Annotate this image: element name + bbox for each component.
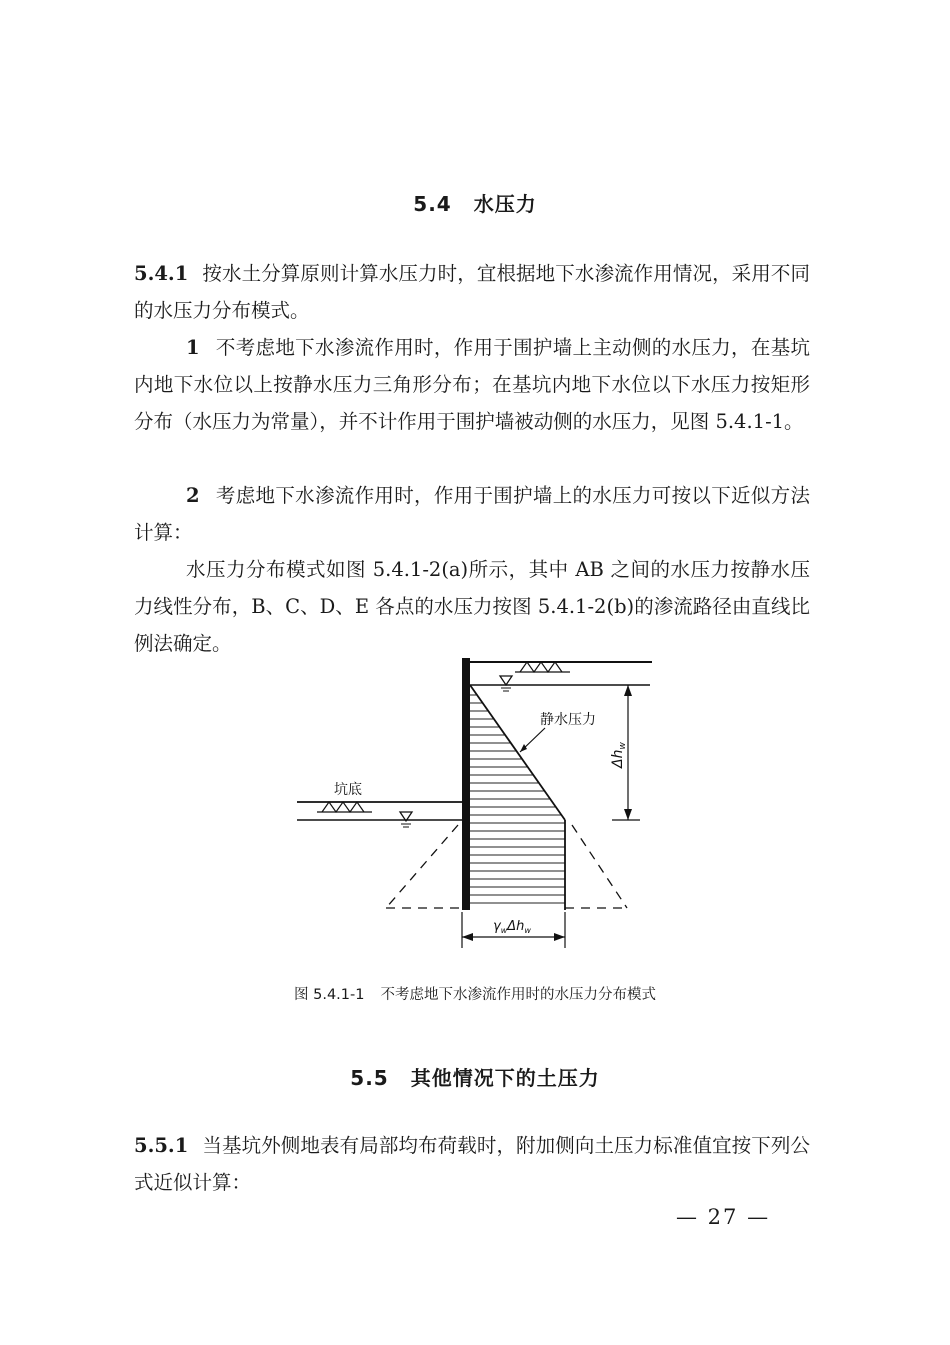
figure-caption <box>0 983 950 1004</box>
section-title: 其他情况下的土压力 <box>410 1066 600 1090</box>
section-number: 5.4 <box>413 192 452 216</box>
section-number: 5.5 <box>350 1066 389 1090</box>
gamma-arrow-left <box>462 933 473 941</box>
delta-h-symbol: Δh <box>610 749 626 768</box>
gamma-label <box>493 919 531 935</box>
soil-hatch-pit <box>317 802 372 812</box>
delta-h-arrow-bottom <box>624 809 632 820</box>
gamma-symbol: γ <box>493 919 501 934</box>
gamma-delta-subscript: w <box>524 926 531 935</box>
hydrostatic-slope-line <box>470 685 565 820</box>
section-title: 水压力 <box>473 192 537 216</box>
clause-number: 5.4.1 <box>134 262 189 285</box>
delta-h-subscript: w <box>618 742 628 750</box>
delta-h-label <box>610 742 628 769</box>
soil-hatch-top <box>515 662 570 672</box>
pit-bottom-label: 坑底 <box>334 782 362 798</box>
clause-text: 按水土分算原则计算水压力时，宜根据地下水渗流作用情况，采用不同的水压力分布模式。 <box>134 262 810 322</box>
clause-number: 5.5.1 <box>134 1134 189 1157</box>
figure-caption-text: 不考虑地下水渗流作用时的水压力分布模式 <box>380 987 656 1003</box>
item-text: 考虑地下水渗流作用时，作用于围护墙上的水压力可按以下近似方法计算： <box>134 484 810 544</box>
clause-5-5-1 <box>134 1127 810 1201</box>
figure-water-pressure <box>0 650 950 980</box>
passive-wedge-line <box>386 825 458 908</box>
delta-h-arrow-top <box>624 685 632 696</box>
item-number: 1 <box>186 336 200 359</box>
hydrostatic-label: 静水压力 <box>540 712 596 728</box>
hydrostatic-arrowhead <box>520 744 527 752</box>
clause-text: 当基坑外侧地表有局部均布荷载时，附加侧向土压力标准值宜按下列公式近似计算： <box>134 1134 810 1194</box>
retaining-wall <box>462 658 470 910</box>
figure-caption-number: 图 5.4.1-1 <box>294 987 365 1003</box>
dashed-wedges <box>386 825 627 908</box>
gamma-subscript: w <box>500 926 508 935</box>
item-1 <box>134 329 810 440</box>
gamma-delta-symbol: Δh <box>507 919 525 934</box>
section-heading-5-5 <box>0 1062 950 1091</box>
active-wedge-line <box>572 825 627 908</box>
gamma-arrow-right <box>554 933 565 941</box>
water-level-icon-outer <box>500 676 512 691</box>
page-number: — 27 — <box>676 1205 771 1229</box>
item-2 <box>134 477 810 551</box>
clause-5-4-1 <box>134 255 810 329</box>
section-heading-5-4 <box>0 188 950 217</box>
item-number: 2 <box>186 484 200 507</box>
item-2-detail <box>134 551 810 662</box>
item-detail-text: 水压力分布模式如图 5.4.1-2(a)所示，其中 AB 之间的水压力按静水压力线性分布，B、C、D、E 各点的水压力按图 5.4.1-2(b)的渗流路径由直线比例法确定。 <box>134 558 810 655</box>
item-text: 不考虑地下水渗流作用时，作用于围护墙上主动侧的水压力，在基坑内地下水位以上按静水压力三角形分布；在基坑内地下水位以下水压力按矩形分布（水压力为常量），并不计作用于围护墙被动侧的水压力，见图 5.4.1-1。 <box>134 336 810 433</box>
